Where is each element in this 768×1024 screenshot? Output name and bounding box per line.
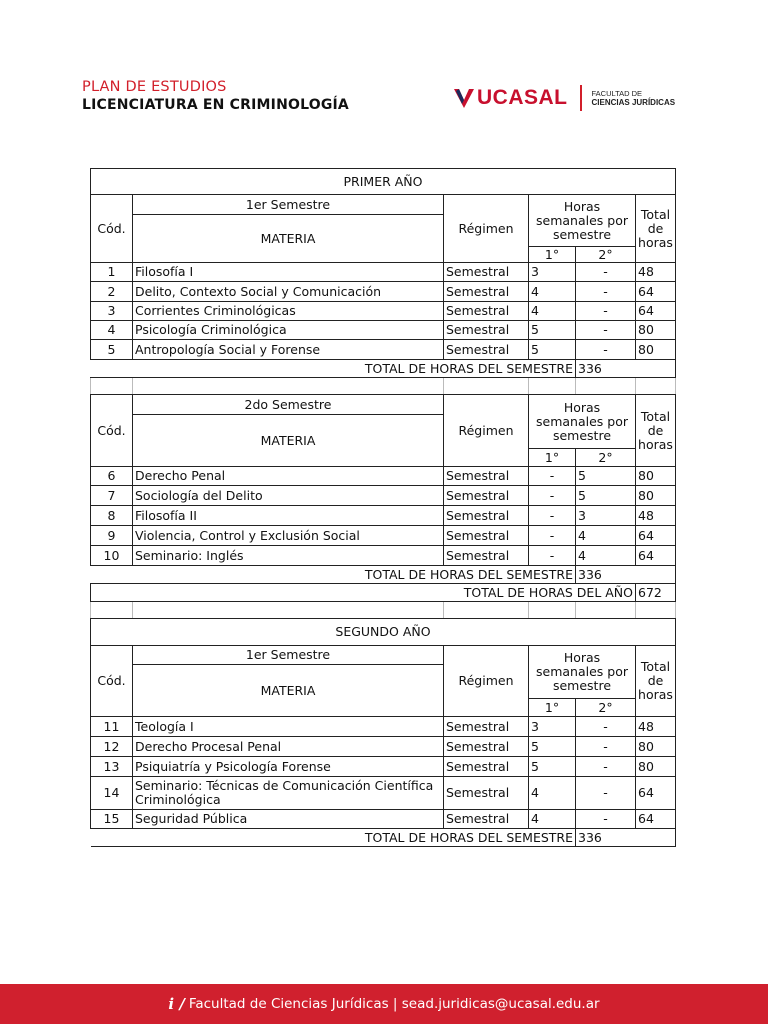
cell-hours-sem1: 3 (529, 263, 576, 282)
cell-regimen: Semestral (444, 302, 529, 321)
cell-cod: 9 (91, 526, 133, 546)
col-header-total: Total de horas (636, 195, 676, 263)
document-header (82, 79, 349, 115)
footer-bar (0, 984, 768, 1024)
col-header-total: Total de horas (636, 395, 676, 467)
plan-subtitle: PLAN DE ESTUDIOS (82, 79, 227, 95)
cell-hours-sem2: 4 (576, 546, 636, 566)
spacer-cell (444, 602, 529, 619)
cell-total: 80 (636, 757, 676, 777)
cell-cod: 6 (91, 467, 133, 486)
cell-hours-sem2: 3 (576, 506, 636, 526)
semester-total-value: 336 (576, 829, 676, 847)
cell-hours-sem1: - (529, 486, 576, 506)
cell-regimen: Semestral (444, 810, 529, 829)
cell-hours-sem1: 3 (529, 717, 576, 737)
table-row (91, 777, 676, 810)
semester-total-label: TOTAL DE HORAS DEL SEMESTRE (91, 829, 576, 847)
cell-materia: Seminario: Técnicas de Comunicación Científica Criminológica (133, 777, 444, 810)
cell-hours-sem2: - (576, 340, 636, 360)
col-header-sem1: 1° (529, 247, 576, 263)
cell-hours-sem1: 4 (529, 777, 576, 810)
spacer-cell (133, 602, 444, 619)
semester-total-label: TOTAL DE HORAS DEL SEMESTRE (91, 360, 576, 378)
cell-cod: 14 (91, 777, 133, 810)
cell-regimen: Semestral (444, 340, 529, 360)
table-row (91, 717, 676, 737)
cell-cod: 1 (91, 263, 133, 282)
cell-regimen: Semestral (444, 282, 529, 302)
col-header-materia: MATERIA (133, 415, 444, 467)
logo-divider (580, 85, 582, 111)
spacer-cell (91, 602, 133, 619)
cell-hours-sem2: - (576, 810, 636, 829)
logo-faculty-line1: FACULTAD DE (591, 89, 643, 98)
study-plan-table (90, 168, 675, 847)
cell-materia: Filosofía I (133, 263, 444, 282)
table-row (91, 467, 676, 486)
cell-hours-sem1: 4 (529, 282, 576, 302)
semester-title: 2do Semestre (133, 395, 444, 415)
cell-regimen: Semestral (444, 737, 529, 757)
cell-regimen: Semestral (444, 486, 529, 506)
cell-hours-sem1: - (529, 506, 576, 526)
logo-faculty-line2: CIENCIAS JURÍDICAS (591, 98, 676, 107)
cell-total: 64 (636, 282, 676, 302)
cell-cod: 5 (91, 340, 133, 360)
ucasal-logo (453, 84, 675, 112)
table-row (91, 757, 676, 777)
col-header-regimen: Régimen (444, 395, 529, 467)
cell-materia: Corrientes Criminológicas (133, 302, 444, 321)
career-title: LICENCIATURA EN CRIMINOLOGÍA (82, 97, 349, 113)
spacer-cell (529, 378, 576, 395)
cell-cod: 15 (91, 810, 133, 829)
cell-total: 80 (636, 321, 676, 340)
year-title: SEGUNDO AÑO (91, 619, 676, 646)
col-header-sem2: 2° (576, 247, 636, 263)
table-row (91, 263, 676, 282)
cell-regimen: Semestral (444, 467, 529, 486)
cell-hours-sem1: 5 (529, 737, 576, 757)
cell-total: 64 (636, 777, 676, 810)
cell-hours-sem1: - (529, 467, 576, 486)
cell-hours-sem1: 4 (529, 302, 576, 321)
table-row (91, 486, 676, 506)
cell-total: 48 (636, 506, 676, 526)
cell-hours-sem1: 5 (529, 757, 576, 777)
cell-cod: 4 (91, 321, 133, 340)
cell-total: 80 (636, 340, 676, 360)
table-row (91, 737, 676, 757)
cell-materia: Derecho Procesal Penal (133, 737, 444, 757)
col-header-sem1: 1° (529, 699, 576, 717)
cell-materia: Filosofía II (133, 506, 444, 526)
cell-total: 64 (636, 302, 676, 321)
col-header-sem1: 1° (529, 449, 576, 467)
cell-hours-sem2: 4 (576, 526, 636, 546)
cell-total: 80 (636, 467, 676, 486)
col-header-cod: Cód. (91, 195, 133, 263)
spacer-cell (636, 378, 676, 395)
cell-hours-sem2: 5 (576, 467, 636, 486)
table-row (91, 340, 676, 360)
col-header-horas: Horas semanales por semestre (529, 646, 636, 699)
cell-hours-sem2: - (576, 777, 636, 810)
logo-wordmark: UCASAL (477, 86, 568, 109)
spacer-cell (133, 378, 444, 395)
cell-total: 64 (636, 810, 676, 829)
cell-regimen: Semestral (444, 263, 529, 282)
year-total-value: 672 (636, 584, 676, 602)
col-header-regimen: Régimen (444, 646, 529, 717)
cell-regimen: Semestral (444, 777, 529, 810)
cell-hours-sem2: - (576, 321, 636, 340)
cell-total: 80 (636, 737, 676, 757)
spacer-cell (529, 602, 576, 619)
cell-materia: Derecho Penal (133, 467, 444, 486)
cell-materia: Delito, Contexto Social y Comunicación (133, 282, 444, 302)
col-header-cod: Cód. (91, 646, 133, 717)
cell-cod: 11 (91, 717, 133, 737)
cell-materia: Sociología del Delito (133, 486, 444, 506)
cell-cod: 13 (91, 757, 133, 777)
year-total-label: TOTAL DE HORAS DEL AÑO (91, 584, 636, 602)
cell-materia: Teología I (133, 717, 444, 737)
cell-hours-sem2: - (576, 737, 636, 757)
table-row (91, 321, 676, 340)
cell-materia: Psicología Criminológica (133, 321, 444, 340)
semester-title: 1er Semestre (133, 195, 444, 215)
cell-hours-sem1: 5 (529, 321, 576, 340)
cell-regimen: Semestral (444, 757, 529, 777)
spacer-cell (576, 602, 636, 619)
table-row (91, 526, 676, 546)
ucasal-shield-icon (453, 87, 475, 109)
table-row (91, 302, 676, 321)
col-header-regimen: Régimen (444, 195, 529, 263)
col-header-materia: MATERIA (133, 215, 444, 263)
table-row (91, 506, 676, 526)
semester-total-label: TOTAL DE HORAS DEL SEMESTRE (91, 566, 576, 584)
spacer-cell (444, 378, 529, 395)
cell-regimen: Semestral (444, 506, 529, 526)
info-icon: i / (168, 995, 185, 1013)
cell-total: 64 (636, 546, 676, 566)
cell-hours-sem2: - (576, 282, 636, 302)
cell-hours-sem1: 5 (529, 340, 576, 360)
cell-materia: Seguridad Pública (133, 810, 444, 829)
cell-cod: 3 (91, 302, 133, 321)
footer-contact: Facultad de Ciencias Jurídicas | sead.juridicas@ucasal.edu.ar (188, 996, 600, 1012)
spacer-cell (576, 378, 636, 395)
cell-hours-sem1: 4 (529, 810, 576, 829)
col-header-sem2: 2° (576, 699, 636, 717)
table-row (91, 546, 676, 566)
cell-total: 80 (636, 486, 676, 506)
table-row (91, 810, 676, 829)
cell-hours-sem2: - (576, 757, 636, 777)
cell-regimen: Semestral (444, 717, 529, 737)
cell-hours-sem1: - (529, 526, 576, 546)
col-header-total: Total de horas (636, 646, 676, 717)
cell-cod: 12 (91, 737, 133, 757)
logo-faculty (592, 89, 676, 107)
cell-materia: Violencia, Control y Exclusión Social (133, 526, 444, 546)
semester-total-value: 336 (576, 360, 676, 378)
cell-hours-sem2: 5 (576, 486, 636, 506)
cell-hours-sem2: - (576, 302, 636, 321)
cell-hours-sem2: - (576, 717, 636, 737)
cell-regimen: Semestral (444, 321, 529, 340)
cell-cod: 10 (91, 546, 133, 566)
cell-hours-sem1: - (529, 546, 576, 566)
col-header-horas: Horas semanales por semestre (529, 195, 636, 247)
col-header-cod: Cód. (91, 395, 133, 467)
semester-title: 1er Semestre (133, 646, 444, 665)
cell-total: 48 (636, 263, 676, 282)
col-header-sem2: 2° (576, 449, 636, 467)
cell-materia: Antropología Social y Forense (133, 340, 444, 360)
spacer-cell (636, 602, 676, 619)
spacer-cell (91, 378, 133, 395)
table-row (91, 282, 676, 302)
cell-hours-sem2: - (576, 263, 636, 282)
cell-regimen: Semestral (444, 526, 529, 546)
cell-total: 48 (636, 717, 676, 737)
cell-materia: Seminario: Inglés (133, 546, 444, 566)
cell-regimen: Semestral (444, 546, 529, 566)
cell-materia: Psiquiatría y Psicología Forense (133, 757, 444, 777)
year-title: PRIMER AÑO (91, 169, 676, 195)
col-header-horas: Horas semanales por semestre (529, 395, 636, 449)
cell-cod: 2 (91, 282, 133, 302)
cell-total: 64 (636, 526, 676, 546)
semester-total-value: 336 (576, 566, 676, 584)
cell-cod: 7 (91, 486, 133, 506)
col-header-materia: MATERIA (133, 665, 444, 717)
cell-cod: 8 (91, 506, 133, 526)
